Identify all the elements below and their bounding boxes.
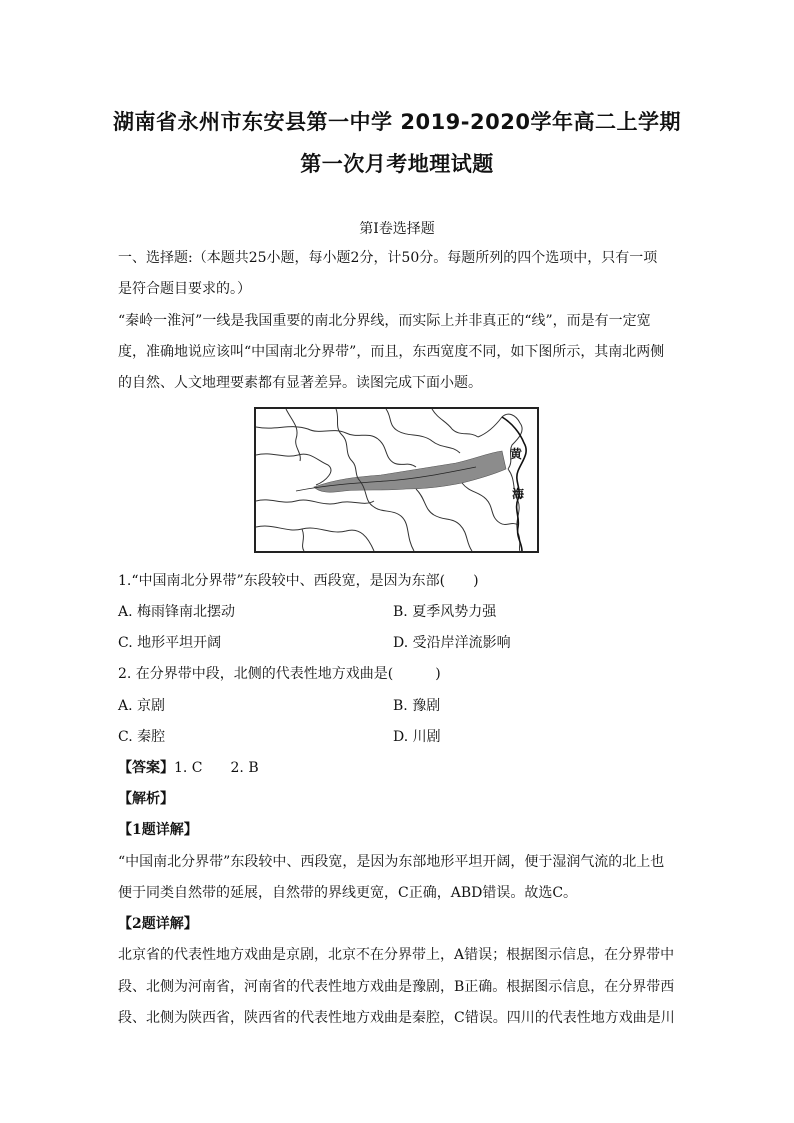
q1-analysis-label: 【1题详解】 bbox=[118, 822, 198, 838]
map-svg bbox=[256, 409, 537, 551]
question-1-stem: 1.“中国南北分界带”东段较中、西段宽，是因为东部( ) bbox=[118, 573, 479, 589]
sea-label-2: 海 bbox=[512, 487, 525, 501]
question-1-option-d: D. 受沿岸洋流影响 bbox=[393, 635, 511, 651]
analysis-label: 【解析】 bbox=[118, 791, 174, 807]
q1-analysis-line1: “中国南北分界带”东段较中、西段宽，是因为东部地形平坦开阔，便于湿润气流的北上也 bbox=[118, 854, 665, 870]
answer-text: 1. C 2. B bbox=[174, 760, 259, 776]
q1-analysis-line2: 便于同类自然带的延展，自然带的界线更宽，C正确，ABD错误。故选C。 bbox=[118, 885, 578, 901]
question-2-option-a: A. 京剧 bbox=[118, 698, 166, 714]
question-2-option-b: B. 豫剧 bbox=[393, 698, 441, 714]
passage-line3: 的自然、人文地理要素都有显著差异。读图完成下面小题。 bbox=[118, 375, 482, 391]
q2-analysis-line3: 段、北侧为陕西省，陕西省的代表性地方戏曲是秦腔，C错误。四川的代表性地方戏曲是川 bbox=[118, 1010, 675, 1026]
sea-label-1: 黄 bbox=[510, 447, 523, 461]
north-south-boundary-map bbox=[254, 407, 539, 553]
page-title-line2: 第一次月考地理试题 bbox=[300, 152, 494, 176]
passage-line2: 度，准确地说应该叫“中国南北分界带”，而且，东西宽度不同，如下图所示，其南北两侧 bbox=[118, 344, 665, 360]
q2-analysis-label: 【2题详解】 bbox=[118, 916, 198, 932]
question-1-option-a: A. 梅雨锋南北摆动 bbox=[118, 604, 236, 620]
answer-label: 【答案】 bbox=[118, 760, 174, 776]
question-1-option-c: C. 地形平坦开阔 bbox=[118, 635, 222, 651]
question-1-option-b: B. 夏季风势力强 bbox=[393, 604, 497, 620]
question-2-option-d: D. 川剧 bbox=[393, 729, 441, 745]
page-title-line1: 湖南省永州市东安县第一中学 2019-2020学年高二上学期 bbox=[113, 110, 681, 134]
q2-analysis-line1: 北京省的代表性地方戏曲是京剧，北京不在分界带上，A错误；根据图示信息，在分界带中 bbox=[118, 947, 675, 963]
question-2-option-c: C. 秦腔 bbox=[118, 729, 166, 745]
answer-line bbox=[118, 758, 680, 778]
instructions-line1: 一、选择题:（本题共25小题，每小题2分，计50分。每题所列的四个选项中，只有一项 bbox=[118, 250, 658, 266]
question-2-stem: 2. 在分界带中段，北侧的代表性地方戏曲是( ) bbox=[118, 666, 441, 682]
section-title: 第I卷选择题 bbox=[359, 221, 435, 237]
boundary-zone bbox=[314, 451, 506, 492]
instructions-line2: 是符合题目要求的。） bbox=[118, 281, 251, 297]
passage-line1: “秦岭一淮河”一线是我国重要的南北分界线，而实际上并非真正的“线”，而是有一定宽 bbox=[118, 313, 651, 329]
q2-analysis-line2: 段、北侧为河南省，河南省的代表性地方戏曲是豫剧，B正确。根据图示信息，在分界带西 bbox=[118, 979, 675, 995]
